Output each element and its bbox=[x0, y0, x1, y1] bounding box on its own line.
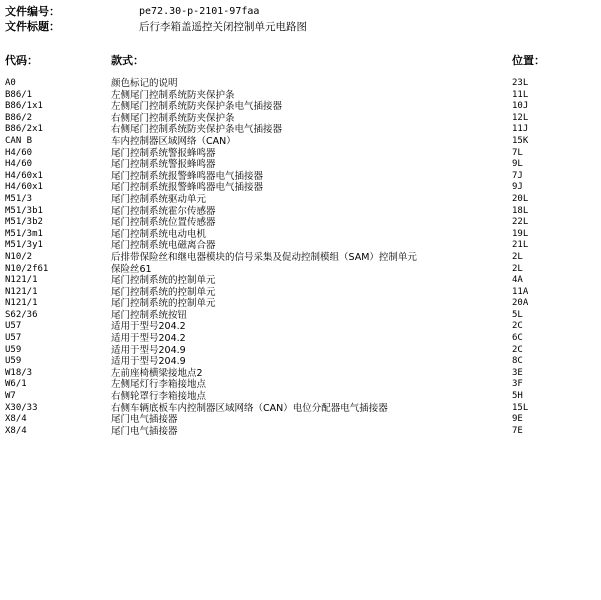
table-row bbox=[0, 310, 601, 322]
table-row bbox=[0, 113, 601, 125]
row-code: U59 bbox=[5, 344, 22, 355]
row-code: H4/60x1 bbox=[5, 170, 43, 181]
row-description: 左侧尾灯行李箱接地点 bbox=[111, 379, 207, 391]
table-row bbox=[0, 368, 601, 380]
row-position: 9J bbox=[512, 182, 523, 193]
row-position: 9E bbox=[512, 414, 523, 425]
table-row bbox=[0, 229, 601, 241]
row-position: 11J bbox=[512, 124, 529, 135]
row-code: M51/3b2 bbox=[5, 217, 43, 228]
row-position: 21L bbox=[512, 240, 529, 251]
row-position: 23L bbox=[512, 78, 529, 88]
table-row bbox=[0, 287, 601, 299]
file-number-label: 文件编号： bbox=[5, 5, 60, 18]
row-code: N10/2f61 bbox=[5, 263, 49, 274]
row-position: 10J bbox=[512, 101, 529, 112]
row-position: 7J bbox=[512, 170, 523, 181]
row-code: S62/36 bbox=[5, 309, 38, 320]
row-description: 尾门控制系统警报蜂鸣器 bbox=[111, 147, 216, 159]
row-code: W6/1 bbox=[5, 379, 27, 390]
row-code: U57 bbox=[5, 333, 22, 344]
row-code: N121/1 bbox=[5, 286, 38, 297]
row-description: 尾门电气插接器 bbox=[111, 425, 178, 437]
row-description: 适用于型号204.2 bbox=[111, 333, 186, 345]
row-description: 颜色标记的说明 bbox=[111, 78, 178, 89]
row-description: 尾门控制系统报警蜂鸣器电气插接器 bbox=[111, 182, 264, 194]
file-title-value: 后行李箱盖遥控关闭控制单元电路图 bbox=[139, 21, 307, 33]
row-position: 22L bbox=[512, 217, 529, 228]
row-code: N121/1 bbox=[5, 275, 38, 286]
row-position: 3F bbox=[512, 379, 523, 390]
table-row bbox=[0, 206, 601, 218]
table-row bbox=[0, 90, 601, 102]
row-code: W18/3 bbox=[5, 367, 33, 378]
row-code: B86/2x1 bbox=[5, 124, 43, 135]
row-position: 2L bbox=[512, 263, 523, 274]
row-code: CAN B bbox=[5, 135, 33, 146]
table-row bbox=[0, 321, 601, 333]
component-table bbox=[0, 78, 601, 437]
row-position: 5H bbox=[512, 391, 523, 402]
row-position: 12L bbox=[512, 112, 529, 123]
row-code: X8/4 bbox=[5, 425, 27, 436]
column-header-position: 位置： bbox=[512, 54, 545, 67]
row-description: 适用于型号204.9 bbox=[111, 344, 186, 356]
row-description: 尾门控制系统的控制单元 bbox=[111, 298, 216, 310]
file-number-value: pe72.30-p-2101-97faa bbox=[139, 6, 260, 17]
row-code: H4/60x1 bbox=[5, 182, 43, 193]
table-row bbox=[0, 171, 601, 183]
row-code: B86/2 bbox=[5, 112, 33, 123]
row-code: H4/60 bbox=[5, 147, 33, 158]
table-row bbox=[0, 194, 601, 206]
table-row bbox=[0, 124, 601, 136]
column-header-item: 款式： bbox=[111, 54, 144, 67]
table-row bbox=[0, 356, 601, 368]
row-position: 20A bbox=[512, 298, 529, 309]
row-position: 9L bbox=[512, 159, 523, 170]
row-code: U57 bbox=[5, 321, 22, 332]
row-description: 尾门控制系统驱动单元 bbox=[111, 193, 207, 205]
row-position: 15L bbox=[512, 402, 529, 413]
row-description: 左侧尾门控制系统防夹保护条电气插接器 bbox=[111, 101, 283, 113]
table-row bbox=[0, 426, 601, 438]
table-row bbox=[0, 182, 601, 194]
table-row bbox=[0, 414, 601, 426]
row-code: M51/3m1 bbox=[5, 228, 43, 239]
row-position: 11L bbox=[512, 89, 529, 100]
row-position: 2C bbox=[512, 344, 523, 355]
row-code: A0 bbox=[5, 78, 16, 88]
row-description: 尾门电气插接器 bbox=[111, 414, 178, 426]
row-position: 2C bbox=[512, 321, 523, 332]
row-description: 尾门控制系统霍尔传感器 bbox=[111, 205, 216, 217]
row-position: 7L bbox=[512, 147, 523, 158]
table-row bbox=[0, 78, 601, 90]
row-code: M51/3 bbox=[5, 193, 33, 204]
column-header-code: 代码： bbox=[5, 54, 38, 67]
table-row bbox=[0, 159, 601, 171]
row-code: N10/2 bbox=[5, 251, 33, 262]
row-description: 后排带保险丝和继电器模块的信号采集及促动控制模组（SAM）控制单元 bbox=[111, 251, 417, 263]
row-position: 4A bbox=[512, 275, 523, 286]
file-title-label: 文件标题： bbox=[5, 20, 60, 33]
row-description: 尾门控制系统电动电机 bbox=[111, 228, 207, 240]
table-row bbox=[0, 403, 601, 415]
row-code: M51/3b1 bbox=[5, 205, 43, 216]
row-code: X30/33 bbox=[5, 402, 38, 413]
table-row bbox=[0, 252, 601, 264]
row-code: H4/60 bbox=[5, 159, 33, 170]
row-code: U59 bbox=[5, 356, 22, 367]
table-row bbox=[0, 101, 601, 113]
row-description: 保险丝61 bbox=[111, 263, 152, 275]
row-description: 右侧车辆底板车内控制器区域网络（CAN）电位分配器电气插接器 bbox=[111, 402, 388, 414]
row-code: M51/3y1 bbox=[5, 240, 43, 251]
row-code: X8/4 bbox=[5, 414, 27, 425]
row-description: 右侧轮罩行李箱接地点 bbox=[111, 391, 207, 403]
table-row bbox=[0, 333, 601, 345]
row-code: N121/1 bbox=[5, 298, 38, 309]
row-position: 3E bbox=[512, 367, 523, 378]
table-row bbox=[0, 345, 601, 357]
row-position: 18L bbox=[512, 205, 529, 216]
row-description: 尾门控制系统电磁离合器 bbox=[111, 240, 216, 252]
row-description: 尾门控制系统的控制单元 bbox=[111, 275, 216, 287]
table-row bbox=[0, 391, 601, 403]
row-position: 5L bbox=[512, 309, 523, 320]
row-description: 右侧尾门控制系统防夹保护条电气插接器 bbox=[111, 124, 283, 136]
row-description: 尾门控制系统位置传感器 bbox=[111, 217, 216, 229]
table-row bbox=[0, 136, 601, 148]
row-position: 6C bbox=[512, 333, 523, 344]
table-row bbox=[0, 148, 601, 160]
table-row bbox=[0, 217, 601, 229]
row-position: 7E bbox=[512, 425, 523, 436]
table-row bbox=[0, 298, 601, 310]
row-description: 车内控制器区域网络（CAN） bbox=[111, 135, 236, 147]
row-description: 右侧尾门控制系统防夹保护条 bbox=[111, 112, 235, 124]
table-row bbox=[0, 240, 601, 252]
row-description: 尾门控制系统报警蜂鸣器电气插接器 bbox=[111, 170, 264, 182]
row-position: 15K bbox=[512, 135, 529, 146]
row-position: 11A bbox=[512, 286, 529, 297]
row-description: 适用于型号204.2 bbox=[111, 321, 186, 333]
table-row bbox=[0, 379, 601, 391]
row-description: 尾门控制系统的控制单元 bbox=[111, 286, 216, 298]
row-position: 19L bbox=[512, 228, 529, 239]
table-row bbox=[0, 275, 601, 287]
row-position: 2L bbox=[512, 251, 523, 262]
row-code: B86/1 bbox=[5, 89, 33, 100]
row-description: 尾门控制系统按钮 bbox=[111, 309, 188, 321]
row-description: 适用于型号204.9 bbox=[111, 356, 186, 368]
row-description: 尾门控制系统警报蜂鸣器 bbox=[111, 159, 216, 171]
row-position: 20L bbox=[512, 193, 529, 204]
row-position: 8C bbox=[512, 356, 523, 367]
row-description: 左前座椅横梁接地点2 bbox=[111, 367, 203, 379]
row-code: W7 bbox=[5, 391, 16, 402]
table-row bbox=[0, 264, 601, 276]
row-description: 左侧尾门控制系统防夹保护条 bbox=[111, 89, 235, 101]
row-code: B86/1x1 bbox=[5, 101, 43, 112]
